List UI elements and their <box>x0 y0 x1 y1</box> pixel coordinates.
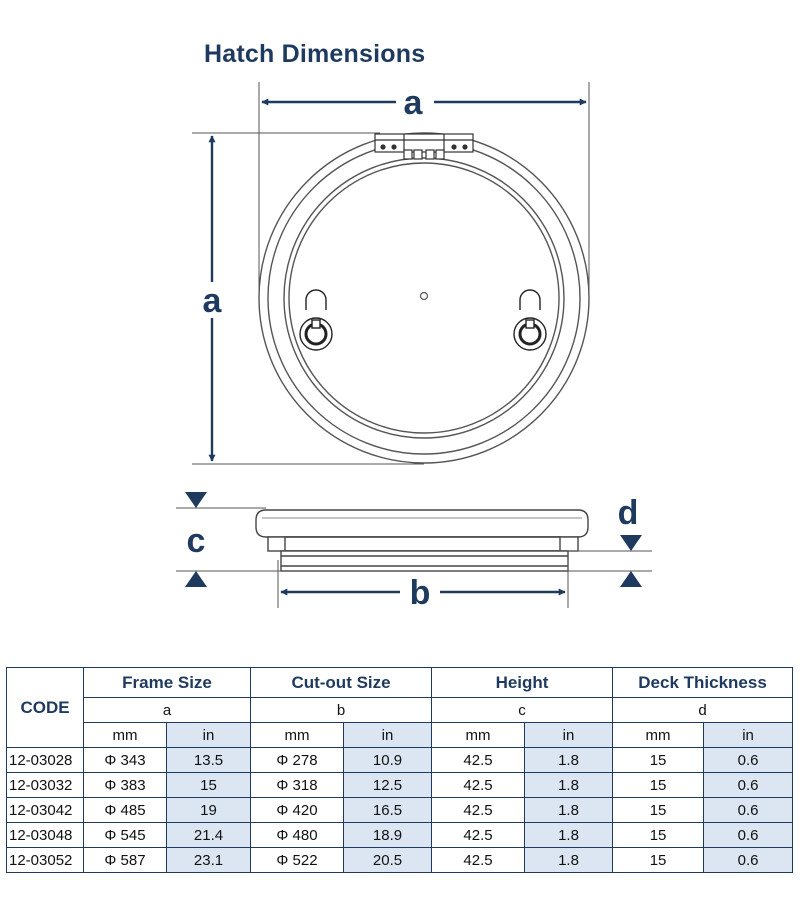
code-cell: 12-03032 <box>7 773 84 798</box>
frame-mm-cell: Φ 485 <box>84 798 167 823</box>
unit-in: in <box>344 723 432 748</box>
frame-in-cell: 19 <box>167 798 251 823</box>
height-letter: c <box>432 698 613 723</box>
dimension-a-top-label: a <box>403 84 423 122</box>
deck-in-cell: 0.6 <box>704 848 793 873</box>
table-row <box>7 823 793 848</box>
dimension-b-label: b <box>409 574 431 612</box>
height-mm-cell: 42.5 <box>432 748 525 773</box>
side-flange <box>268 537 578 551</box>
dimension-c-label: c <box>186 522 206 560</box>
unit-in: in <box>167 723 251 748</box>
height-in-cell: 1.8 <box>525 798 613 823</box>
frame-in-cell: 15 <box>167 773 251 798</box>
table-row <box>7 773 793 798</box>
page-title: Hatch Dimensions <box>204 40 426 68</box>
code-cell: 12-03048 <box>7 823 84 848</box>
frame-mm-cell: Φ 343 <box>84 748 167 773</box>
code-cell: 12-03042 <box>7 798 84 823</box>
deck-mm-cell: 15 <box>613 773 704 798</box>
deck-in-cell: 0.6 <box>704 748 793 773</box>
deck-mm-cell: 15 <box>613 848 704 873</box>
code-cell: 12-03052 <box>7 848 84 873</box>
center-dot <box>421 293 428 300</box>
table-row <box>7 798 793 823</box>
height-mm-cell: 42.5 <box>432 823 525 848</box>
dimension-d <box>568 535 652 587</box>
frame-in-cell: 23.1 <box>167 848 251 873</box>
table-row <box>7 848 793 873</box>
deck-in-cell: 0.6 <box>704 773 793 798</box>
spec-table <box>6 667 793 873</box>
cutout-in-cell: 12.5 <box>344 773 432 798</box>
dimension-a-side-label: a <box>202 282 222 320</box>
lens-inner-ring <box>289 163 559 433</box>
height-in-cell: 1.8 <box>525 773 613 798</box>
unit-mm: mm <box>251 723 344 748</box>
frame-size-header: Frame Size <box>84 668 251 698</box>
cutout-in-cell: 20.5 <box>344 848 432 873</box>
hinge-icon <box>375 134 473 159</box>
dimension-a-horizontal <box>259 82 589 290</box>
cutout-mm-cell: Φ 278 <box>251 748 344 773</box>
deck-mm-cell: 15 <box>613 798 704 823</box>
latch-right-icon <box>514 290 546 350</box>
cutout-size-header: Cut-out Size <box>251 668 432 698</box>
hatch-side-view <box>256 510 588 571</box>
frame-mm-cell: Φ 383 <box>84 773 167 798</box>
unit-in: in <box>704 723 793 748</box>
code-header: CODE <box>7 668 84 748</box>
unit-mm: mm <box>613 723 704 748</box>
cutout-in-cell: 18.9 <box>344 823 432 848</box>
height-in-cell: 1.8 <box>525 748 613 773</box>
height-in-cell: 1.8 <box>525 848 613 873</box>
frame-mm-cell: Φ 545 <box>84 823 167 848</box>
deck-thickness-letter: d <box>613 698 793 723</box>
cutout-in-cell: 10.9 <box>344 748 432 773</box>
deck-mm-cell: 15 <box>613 823 704 848</box>
side-spigot <box>281 551 568 571</box>
deck-mm-cell: 15 <box>613 748 704 773</box>
unit-mm: mm <box>84 723 167 748</box>
frame-in-cell: 13.5 <box>167 748 251 773</box>
latch-left-icon <box>300 290 332 350</box>
cutout-in-cell: 16.5 <box>344 798 432 823</box>
height-mm-cell: 42.5 <box>432 798 525 823</box>
dimension-d-label: d <box>617 494 639 532</box>
deck-in-cell: 0.6 <box>704 798 793 823</box>
height-header: Height <box>432 668 613 698</box>
unit-in: in <box>525 723 613 748</box>
height-in-cell: 1.8 <box>525 823 613 848</box>
frame-in-cell: 21.4 <box>167 823 251 848</box>
height-mm-cell: 42.5 <box>432 848 525 873</box>
cutout-mm-cell: Φ 318 <box>251 773 344 798</box>
frame-size-letter: a <box>84 698 251 723</box>
deck-in-cell: 0.6 <box>704 823 793 848</box>
height-mm-cell: 42.5 <box>432 773 525 798</box>
unit-mm: mm <box>432 723 525 748</box>
cutout-mm-cell: Φ 480 <box>251 823 344 848</box>
deck-thickness-header: Deck Thickness <box>613 668 793 698</box>
hatch-top-view <box>259 133 589 463</box>
side-frame <box>256 510 588 537</box>
cutout-size-letter: b <box>251 698 432 723</box>
cutout-mm-cell: Φ 522 <box>251 848 344 873</box>
table-row <box>7 748 793 773</box>
cutout-mm-cell: Φ 420 <box>251 798 344 823</box>
code-cell: 12-03028 <box>7 748 84 773</box>
frame-mm-cell: Φ 587 <box>84 848 167 873</box>
